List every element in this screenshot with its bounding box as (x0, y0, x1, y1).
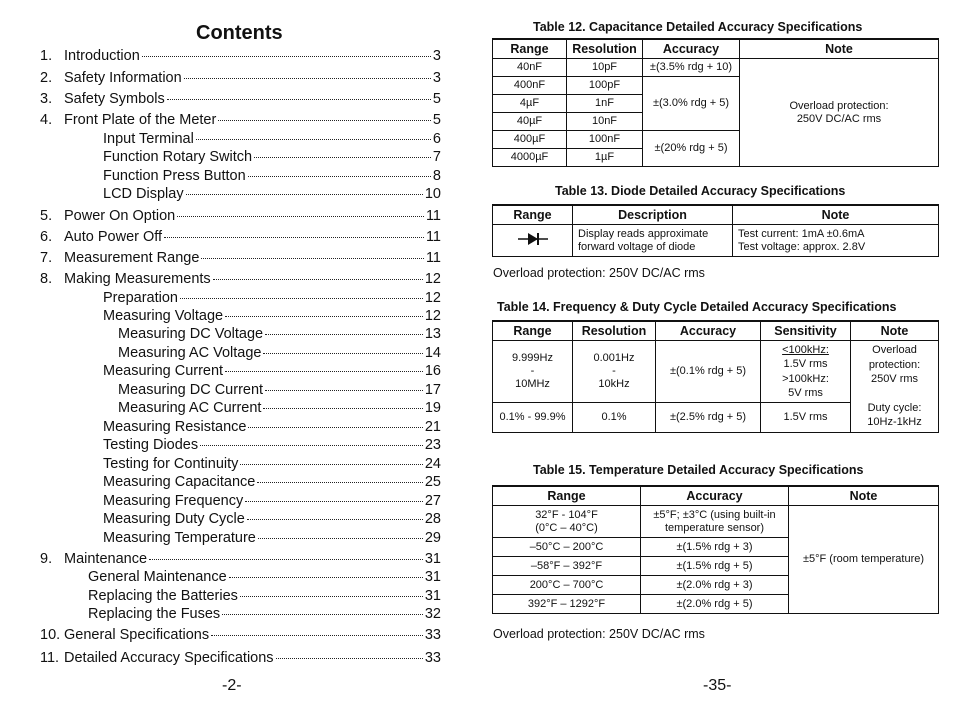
toc-leader-dots (164, 237, 424, 238)
table15-accuracy-line: temperature sensor) (664, 521, 765, 534)
toc-leader-dots (257, 482, 423, 483)
table12-header-note: Note (740, 39, 939, 59)
right-page-number: -35- (703, 677, 732, 694)
table15-range: –58°F – 392°F (493, 557, 641, 576)
toc-entry-title: Making Measurements (64, 271, 211, 287)
table15-overload: Overload protection: 250V DC/AC rms (493, 627, 705, 641)
toc-entry-page: 27 (424, 493, 441, 509)
toc-entry[interactable] (40, 529, 441, 547)
table14-note (851, 341, 939, 433)
toc-entry-page: 10 (424, 186, 441, 202)
table12-note-line2: 250V DC/AC rms (796, 112, 882, 125)
table15-header-accuracy: Accuracy (641, 486, 789, 506)
toc-entry-page: 12 (424, 290, 441, 306)
table14-sensitivity-line: >100kHz: (782, 372, 829, 385)
toc-entry-page: 8 (432, 168, 441, 184)
table13-header-description: Description (573, 205, 733, 225)
toc-leader-dots (265, 334, 423, 335)
toc-entry-title: Measuring DC Current (118, 382, 264, 398)
table13-overload: Overload protection: 250V DC/AC rms (493, 266, 705, 280)
toc-entry-page: 31 (424, 588, 441, 604)
toc-entry[interactable] (40, 381, 441, 399)
table14-accuracy: ±(2.5% rdg + 5) (656, 403, 761, 433)
toc-leader-dots (149, 559, 423, 560)
table14-range (493, 341, 573, 403)
table12-note-line1: Overload protection: (789, 99, 889, 112)
toc-leader-dots (211, 635, 423, 636)
toc-leader-dots (200, 445, 423, 446)
table13-description (573, 225, 733, 257)
table14-range-line: 10MHz (515, 378, 550, 390)
table12-header-resolution: Resolution (567, 39, 643, 59)
toc-entry-page: 3 (432, 48, 441, 64)
toc-entry[interactable] (40, 228, 441, 246)
toc-leader-dots (142, 56, 431, 57)
table13-header-note: Note (733, 205, 939, 225)
table14-resolution-line: 10kHz (598, 378, 630, 390)
toc-leader-dots (201, 258, 424, 259)
toc-entry-page: 11 (425, 208, 441, 224)
toc-entry[interactable] (40, 510, 441, 528)
toc-entry[interactable] (40, 167, 441, 185)
toc-entry-title: Detailed Accuracy Specifications (64, 650, 274, 666)
toc-leader-dots (263, 353, 422, 354)
toc-entry[interactable] (40, 587, 441, 605)
toc-entry-number: 3. (40, 91, 53, 107)
table14-note-line: 250V rms (870, 373, 919, 386)
toc-leader-dots (225, 371, 423, 372)
table14-header-range: Range (493, 321, 573, 341)
table15-range: 392°F – 1292°F (493, 595, 641, 614)
toc-entry-number: 9. (40, 551, 53, 567)
toc-leader-dots (180, 298, 423, 299)
table14-note-line: Overload (872, 344, 917, 357)
toc-entry-page: 25 (424, 474, 441, 490)
table14-sensitivity-line: 1.5V rms (783, 358, 828, 370)
toc-leader-dots (258, 538, 423, 539)
table12-resolution: 1µF (567, 149, 643, 167)
toc-leader-dots (186, 194, 423, 195)
table12-accuracy: ±(3.5% rdg + 10) (643, 59, 740, 77)
toc-entry-page: 33 (424, 650, 441, 666)
table12-capacitance (492, 38, 939, 167)
toc-entry-page: 28 (424, 511, 441, 527)
toc-entry-page: 11 (425, 250, 441, 266)
toc-leader-dots (276, 658, 423, 659)
table12-resolution: 1nF (567, 95, 643, 113)
toc-entry-title: Measuring Capacitance (103, 474, 256, 490)
table14-sensitivity (761, 341, 851, 403)
toc-entry[interactable] (40, 362, 441, 380)
table12-accuracy: ±(20% rdg + 5) (643, 131, 740, 167)
table12-caption: Table 12. Capacitance Detailed Accuracy Specifications (533, 20, 863, 34)
toc-entry[interactable] (40, 130, 441, 148)
toc-leader-dots (265, 390, 423, 391)
toc-entry-title: Front Plate of the Meter (64, 112, 217, 128)
toc-entry-page: 6 (432, 131, 441, 147)
toc-entry[interactable] (40, 185, 441, 203)
table14-resolution-line: - (612, 365, 616, 377)
table15-range: –50°C – 200°C (493, 538, 641, 557)
toc-entry-page: 12 (424, 271, 441, 287)
table14-frequency (492, 320, 939, 433)
table15-accuracy: ±(1.5% rdg + 3) (641, 538, 789, 557)
toc-entry-title: Replacing the Fuses (88, 606, 221, 622)
table12-note (740, 59, 939, 167)
toc-entry-title: Measuring Temperature (103, 530, 256, 546)
right-page (477, 0, 954, 708)
table15-accuracy (641, 506, 789, 538)
table13-description-line1: Display reads approximate (578, 227, 709, 240)
toc-entry-title: Power On Option (64, 208, 176, 224)
toc-entry-title: Safety Symbols (64, 91, 165, 107)
toc-entry-title: General Maintenance (88, 569, 227, 585)
toc-entry-page: 13 (424, 326, 441, 342)
table12-header-range: Range (493, 39, 567, 59)
table15-accuracy-line: ±5°F; ±3°C (using built-in (653, 508, 776, 521)
toc-entry[interactable] (40, 473, 441, 491)
toc-entry-title: Measuring Resistance (103, 419, 247, 435)
toc-entry-page: 31 (424, 569, 441, 585)
toc-entry-title: Testing for Continuity (103, 456, 239, 472)
toc-entry-number: 10. (40, 627, 61, 643)
toc-entry-title: Testing Diodes (103, 437, 199, 453)
toc-entry[interactable] (40, 148, 441, 166)
left-page-number: -2- (222, 677, 242, 694)
toc-leader-dots (240, 464, 422, 465)
toc-entry-title: Preparation (103, 290, 178, 306)
toc-entry-title: Maintenance (64, 551, 148, 567)
toc-entry-page: 7 (432, 149, 441, 165)
toc-entry-title: Measuring AC Current (118, 400, 262, 416)
toc-entry[interactable] (40, 69, 441, 87)
toc-entry-page: 24 (424, 456, 441, 472)
toc-entry-title: Measuring Current (103, 363, 224, 379)
toc-entry[interactable] (40, 270, 441, 288)
toc-entry-page: 5 (432, 112, 441, 128)
table14-sensitivity: 1.5V rms (761, 403, 851, 433)
toc-entry-page: 12 (424, 308, 441, 324)
toc-entry-page: 5 (432, 91, 441, 107)
toc-entry[interactable] (40, 289, 441, 307)
toc-entry-title: Measurement Range (64, 250, 200, 266)
toc-leader-dots (240, 596, 423, 597)
toc-entry-title: Auto Power Off (64, 229, 163, 245)
table13-note-line1: Test current: 1mA ±0.6mA (738, 227, 865, 240)
toc-leader-dots (247, 519, 423, 520)
toc-entry-title: Measuring Frequency (103, 493, 244, 509)
toc-entry[interactable] (40, 492, 441, 510)
table14-header-sensitivity: Sensitivity (761, 321, 851, 341)
toc-entry-title: Function Rotary Switch (103, 149, 253, 165)
table12-range: 40nF (493, 59, 567, 77)
table14-resolution (573, 341, 656, 403)
toc-entry-title: Measuring Duty Cycle (103, 511, 245, 527)
toc-entry[interactable] (40, 626, 441, 644)
table15-range-line: (0°C – 40°C) (535, 521, 598, 534)
table14-range-line: 9.999Hz (512, 352, 553, 364)
table14-header-resolution: Resolution (573, 321, 656, 341)
toc-entry[interactable] (40, 550, 441, 568)
table12-accuracy: ±(3.0% rdg + 5) (643, 77, 740, 131)
table14-note-line: 10Hz-1kHz (867, 416, 922, 429)
toc-entry[interactable] (40, 399, 441, 417)
toc-leader-dots (229, 577, 423, 578)
toc-entry-title: LCD Display (103, 186, 184, 202)
toc-entry-page: 14 (424, 345, 441, 361)
table12-resolution: 10nF (567, 113, 643, 131)
toc-entry[interactable] (40, 249, 441, 267)
toc-entry[interactable] (40, 568, 441, 586)
table14-sensitivity-line: <100kHz: (782, 343, 829, 356)
toc-leader-dots (167, 99, 431, 100)
toc-entry[interactable] (40, 325, 441, 343)
toc-leader-dots (248, 176, 431, 177)
toc-entry-title: Introduction (64, 48, 140, 64)
table14-range-line: - (530, 365, 535, 377)
table15-range: 200°C – 700°C (493, 576, 641, 595)
toc-entry[interactable] (40, 47, 441, 65)
toc-leader-dots (222, 614, 423, 615)
table12-resolution: 100nF (567, 131, 643, 149)
toc-entry-number: 6. (40, 229, 53, 245)
contents-title: Contents (196, 22, 283, 44)
table13-caption: Table 13. Diode Detailed Accuracy Specifications (555, 184, 846, 198)
toc-entry-page: 3 (432, 70, 441, 86)
diode-icon (516, 231, 550, 247)
toc-entry-page: 17 (424, 382, 441, 398)
table14-note-line: protection: (868, 358, 921, 371)
table15-temperature (492, 485, 939, 614)
toc-entry[interactable] (40, 455, 441, 473)
table13-note (733, 225, 939, 257)
table14-sensitivity-line: 5V rms (788, 387, 823, 399)
table15-accuracy: ±(1.5% rdg + 5) (641, 557, 789, 576)
table12-range: 400nF (493, 77, 567, 95)
table12-range: 4000µF (493, 149, 567, 167)
toc-entry-page: 11 (425, 229, 441, 245)
table14-resolution: 0.1% (573, 403, 656, 433)
toc-entry-title: General Specifications (64, 627, 210, 643)
table15-header-note: Note (789, 486, 939, 506)
table13-diode (492, 204, 939, 257)
toc-entry[interactable] (40, 649, 441, 667)
toc-entry-page: 33 (424, 627, 441, 643)
toc-entry-page: 32 (424, 606, 441, 622)
table14-accuracy: ±(0.1% rdg + 5) (656, 341, 761, 403)
table14-note-spacer (853, 387, 936, 401)
table15-accuracy: ±(2.0% rdg + 5) (641, 595, 789, 614)
table13-description-line2: forward voltage of diode (578, 240, 696, 253)
toc-entry-title: Measuring DC Voltage (118, 326, 264, 342)
toc-entry-title: Replacing the Batteries (88, 588, 238, 604)
toc-entry-number: 4. (40, 112, 53, 128)
toc-entry-title: Measuring AC Voltage (118, 345, 262, 361)
table14-header-note: Note (851, 321, 939, 341)
toc-entry-title: Input Terminal (103, 131, 194, 147)
toc-entry-number: 5. (40, 208, 53, 224)
toc-entry[interactable] (40, 418, 441, 436)
toc-entry-number: 7. (40, 250, 53, 266)
toc-entry[interactable] (40, 111, 441, 129)
toc-leader-dots (177, 216, 424, 217)
table14-resolution-line: 0.001Hz (593, 352, 635, 364)
toc-entry[interactable] (40, 436, 441, 454)
toc-entry[interactable] (40, 605, 441, 623)
table14-range: 0.1% - 99.9% (493, 403, 573, 433)
toc-entry-title: Measuring Voltage (103, 308, 224, 324)
table12-range: 4µF (493, 95, 567, 113)
table15-range (493, 506, 641, 538)
toc-entry[interactable] (40, 307, 441, 325)
toc-entry-number: 8. (40, 271, 53, 287)
table13-header-range: Range (493, 205, 573, 225)
toc-entry-page: 31 (424, 551, 441, 567)
toc-leader-dots (245, 501, 423, 502)
toc-entry-page: 23 (424, 437, 441, 453)
toc-entry-title: Safety Information (64, 70, 182, 86)
toc-leader-dots (218, 120, 431, 121)
toc-entry-page: 19 (424, 400, 441, 416)
table14-caption: Table 14. Frequency & Duty Cycle Detailed Accuracy Specifications (497, 300, 897, 314)
toc-leader-dots (263, 408, 422, 409)
table15-header-range: Range (493, 486, 641, 506)
toc-entry-number: 2. (40, 70, 53, 86)
toc-leader-dots (225, 316, 423, 317)
table15-note: ±5°F (room temperature) (789, 506, 939, 614)
toc-leader-dots (213, 279, 423, 280)
table12-resolution: 10pF (567, 59, 643, 77)
table12-header-accuracy: Accuracy (643, 39, 740, 59)
table12-range: 40µF (493, 113, 567, 131)
toc-leader-dots (254, 157, 431, 158)
table14-note-line: Duty cycle: (867, 401, 922, 414)
toc-entry-page: 21 (424, 419, 441, 435)
toc-entry[interactable] (40, 90, 441, 108)
table13-range (493, 225, 573, 257)
toc-leader-dots (184, 78, 431, 79)
toc-entry-page: 16 (424, 363, 441, 379)
toc-entry[interactable] (40, 344, 441, 362)
table15-accuracy: ±(2.0% rdg + 3) (641, 576, 789, 595)
toc-entry[interactable] (40, 207, 441, 225)
table14-header-accuracy: Accuracy (656, 321, 761, 341)
toc-entry-number: 11. (40, 650, 60, 666)
table12-range: 400µF (493, 131, 567, 149)
toc-leader-dots (248, 427, 422, 428)
table12-resolution: 100pF (567, 77, 643, 95)
toc-entry-number: 1. (40, 48, 53, 64)
toc-entry-title: Function Press Button (103, 168, 246, 184)
table15-caption: Table 15. Temperature Detailed Accuracy Specifications (533, 463, 864, 477)
table15-range-line: 32°F - 104°F (535, 508, 598, 521)
toc-entry-page: 29 (424, 530, 441, 546)
table13-note-line2: Test voltage: approx. 2.8V (738, 240, 866, 253)
toc-leader-dots (196, 139, 431, 140)
